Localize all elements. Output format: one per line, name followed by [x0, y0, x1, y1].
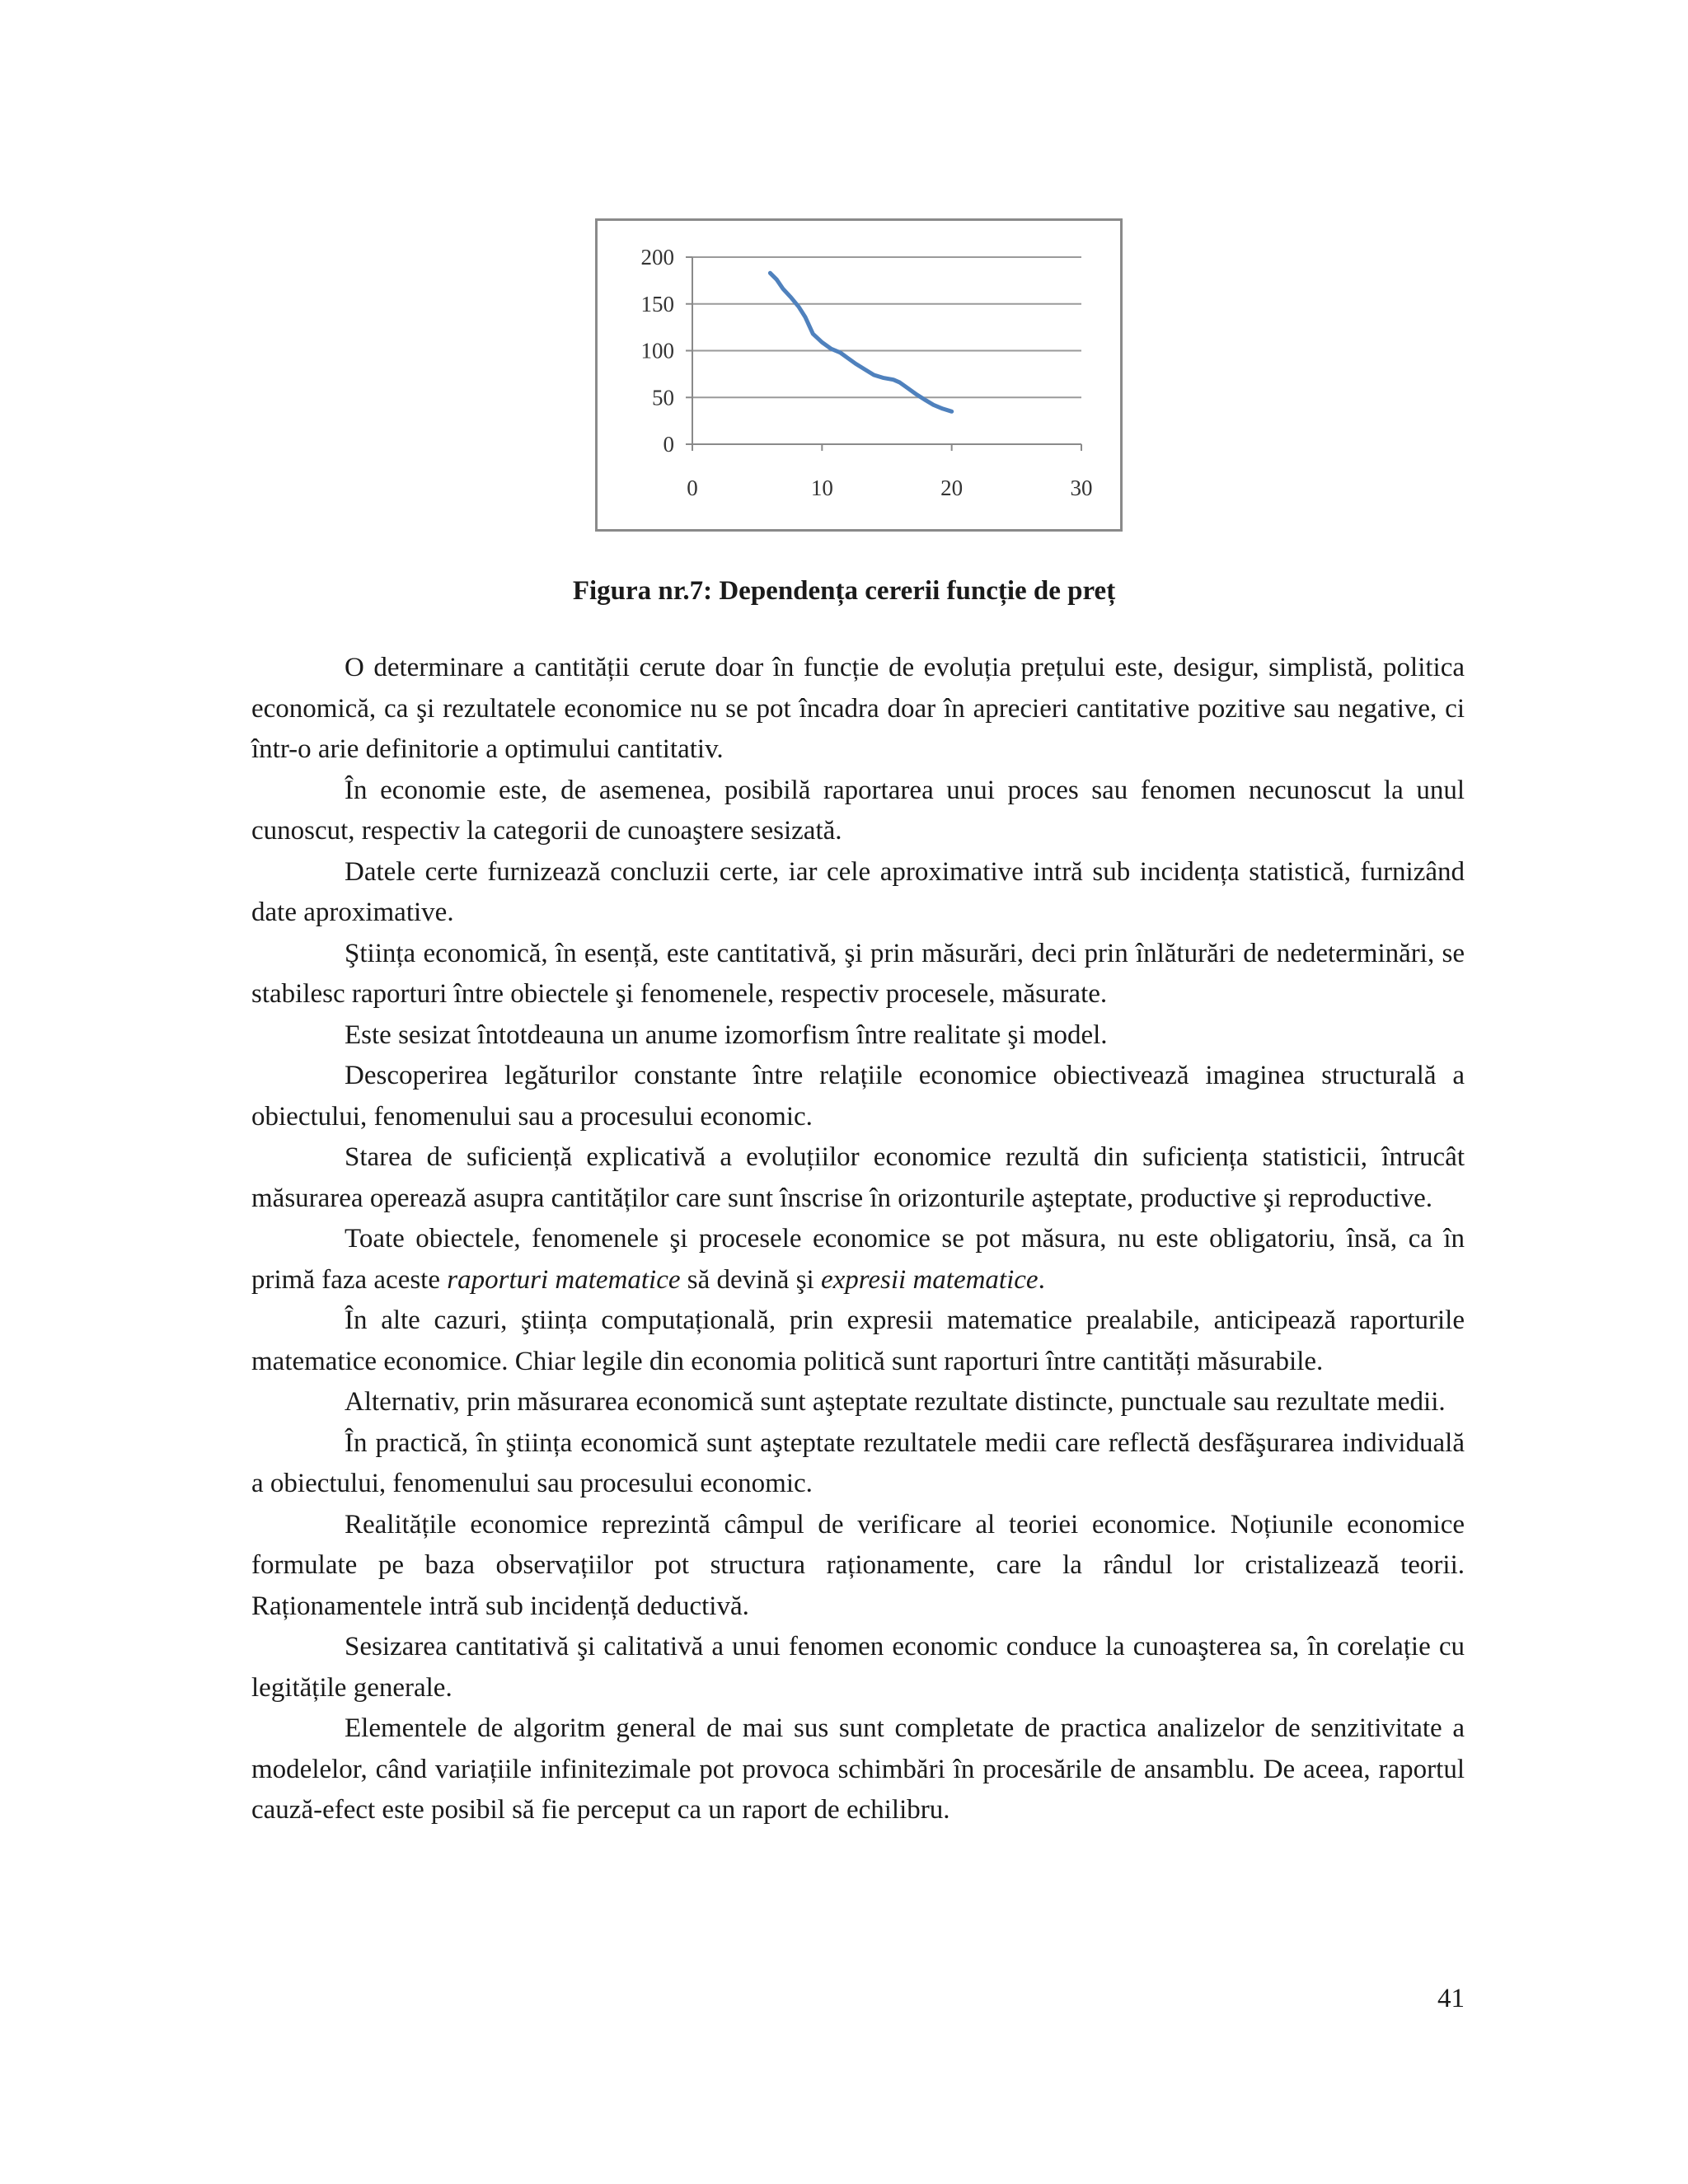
text-run: Toate obiectele, fenomenele şi procesele economice se pot măsura, nu este obligatoriu, însă, ca în primă faza aceste — [251, 1224, 1465, 1295]
y-tick-label: 200 — [640, 245, 674, 269]
paragraph: Ştiința economică, în esență, este cantitativă, şi prin măsurări, deci prin înlăturări de nedeterminări, se stabilesc raporturi între obiectele şi fenomenele, respectiv procesele, măsurate. — [251, 938, 1465, 1009]
paragraph: Alternativ, prin măsurarea economică sunt aşteptate rezultate distincte, punctuale sau rezultate medii. — [345, 1387, 1446, 1417]
paragraph: În alte cazuri, ştiința computațională, prin expresii matematice prealabile, anticipează raporturile matematice economice. Chiar legile din economia politică sunt raporturi între cantități măsurabile. — [251, 1305, 1465, 1376]
italic-term: raporturi matematice — [447, 1264, 681, 1295]
text-run: să devină şi — [680, 1264, 821, 1295]
italic-term: expresii matematice — [820, 1264, 1039, 1295]
paragraph: În economie este, de asemenea, posibilă raportarea unui proces sau fenomen necunoscut la unul cunoscut, respectiv la categorii de cunoaştere sesizată. — [251, 775, 1465, 846]
x-tick-label: 20 — [940, 476, 964, 500]
y-tick-label: 0 — [663, 432, 674, 457]
chart-canvas — [598, 221, 1120, 529]
paragraph: O determinare a cantității cerute doar în funcție de evoluția prețului este, desigur, simplistă, politica economică, ca şi rezultatele economice nu se pot încadra doar în aprecieri cantitative pozitive sau negative, ci într-o arie definitorie a optimului cantitativ. — [251, 653, 1465, 764]
y-tick-label: 100 — [640, 338, 674, 363]
x-tick-label: 30 — [1070, 476, 1093, 500]
paragraph: În practică, în ştiința economică sunt aşteptate rezultatele medii care reflectă desfăşurarea individuală a obiectului, fenomenului sau procesului economic. — [251, 1427, 1465, 1498]
page-number: 41 — [1437, 1984, 1465, 2013]
paragraph: Sesizarea cantitativă şi calitativă a unui fenomen economic conduce la cunoaşterea sa, în corelație cu legitățile generale. — [251, 1632, 1465, 1703]
demand-chart — [595, 218, 1123, 532]
paragraph-with-italics — [251, 1219, 1465, 1301]
y-tick-label: 50 — [652, 385, 674, 410]
y-tick-label: 150 — [640, 291, 674, 316]
paragraph: Realitățile economice reprezintă câmpul de verificare al teoriei economice. Noțiunile economice formulate pe baza observațiilor pot structura raționamente, care la rândul lor cristalizează teorii. Raționamentele intră sub incidență deductivă. — [251, 1509, 1465, 1621]
paragraph: Este sesizat întotdeauna un anume izomorfism între realitate şi model. — [345, 1019, 1108, 1050]
text-run: . — [1038, 1264, 1045, 1295]
paragraph: Descoperirea legăturilor constante între relațiile economice obiectivează imaginea structurală a obiectului, fenomenului sau a procesului economic. — [251, 1061, 1465, 1132]
x-tick-label: 10 — [810, 476, 833, 500]
paragraph: Datele certe furnizează concluzii certe, iar cele aproximative intră sub incidența statistică, furnizând date aproximative. — [251, 856, 1465, 927]
paragraph: Starea de suficiență explicativă a evoluțiilor economice rezultă din suficiența statisticii, întrucât măsurarea operează asupra cantităților care sunt înscrise în orizonturile aşteptate, productive şi reproductive. — [251, 1142, 1465, 1213]
body-text — [251, 648, 1465, 1831]
x-tick-label: 0 — [687, 476, 698, 500]
paragraph: Elementele de algoritm general de mai sus sunt completate de practica analizelor de senzitivitate a modelelor, când variațiile infinitezimale pot provoca schimbări în procesările de ansamblu. De aceea, raportul cauză-efect este posibil să fie perceput ca un raport de echilibru. — [251, 1713, 1465, 1825]
figure-caption: Figura nr.7: Dependența cererii funcție de preț — [572, 576, 1116, 606]
demand-series-line — [770, 273, 951, 411]
